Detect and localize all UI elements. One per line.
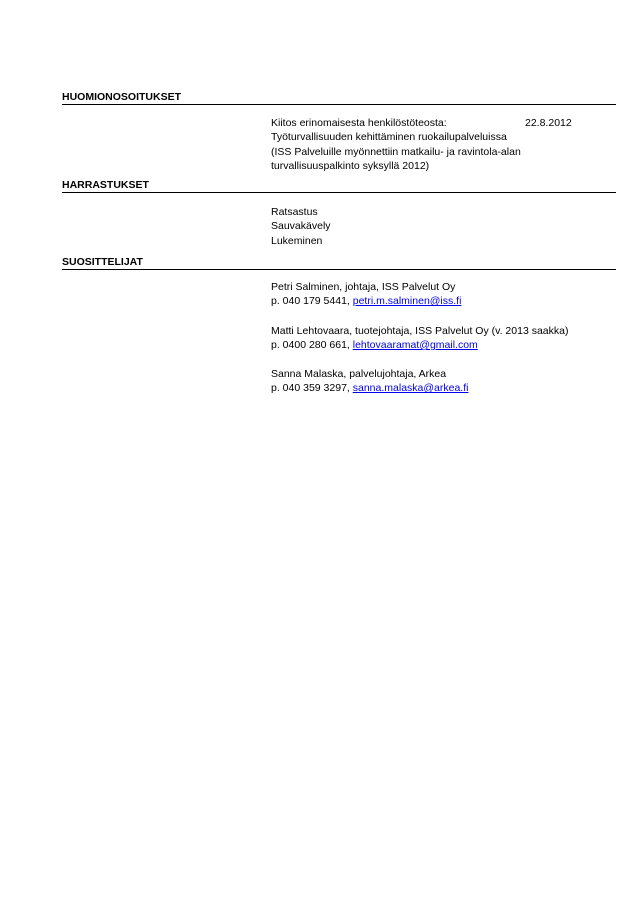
hobbies-list [271, 205, 331, 248]
reference-email-link[interactable]: petri.m.salminen@iss.fi [352, 295, 462, 308]
reference-contact [271, 338, 568, 352]
hobby-item: Ratsastus [271, 206, 318, 218]
reference-contact [271, 294, 568, 308]
references-list [271, 280, 568, 396]
award-description-line: turvallisuuspalkinto syksyllä 2012) [271, 159, 430, 172]
reference-name: Matti Lehtovaara, tuotejohtaja, ISS Palvelut Oy (v. 2013 saakka) [271, 324, 569, 337]
reference-entry [271, 367, 568, 396]
reference-phone: p. 0400 280 661, [271, 338, 350, 351]
reference-phone: p. 040 179 5441, [271, 295, 350, 308]
reference-phone: p. 040 359 3297, [271, 382, 350, 395]
award-title: Kiitos erinomaisesta henkilöstöteosta: [271, 117, 447, 129]
award-title-line [271, 116, 616, 130]
award-description-line: (ISS Palveluille myönnettiin matkailu- ja ravintola-alan [271, 145, 521, 158]
reference-entry [271, 280, 568, 309]
reference-email-link[interactable]: lehtovaaramat@gmail.com [352, 338, 478, 351]
reference-contact [271, 381, 568, 395]
hobby-item: Lukeminen [271, 234, 323, 247]
reference-name: Petri Salminen, johtaja, ISS Palvelut Oy [271, 281, 456, 293]
award-description-line: Työturvallisuuden kehittäminen ruokailupalveluissa [271, 131, 507, 144]
section-heading-hobbies: HARRASTUKSET [62, 179, 616, 193]
award-date: 22.8.2012 [525, 117, 572, 129]
section-heading-notices: HUOMIONOSOITUKSET [62, 91, 616, 105]
reference-email-link[interactable]: sanna.malaska@arkea.fi [352, 382, 469, 395]
section-heading-references: SUOSITTELIJAT [62, 256, 616, 270]
reference-name: Sanna Malaska, palvelujohtaja, Arkea [271, 368, 447, 381]
notices-content [271, 116, 616, 173]
reference-entry [271, 324, 568, 353]
hobby-item: Sauvakävely [271, 220, 331, 233]
